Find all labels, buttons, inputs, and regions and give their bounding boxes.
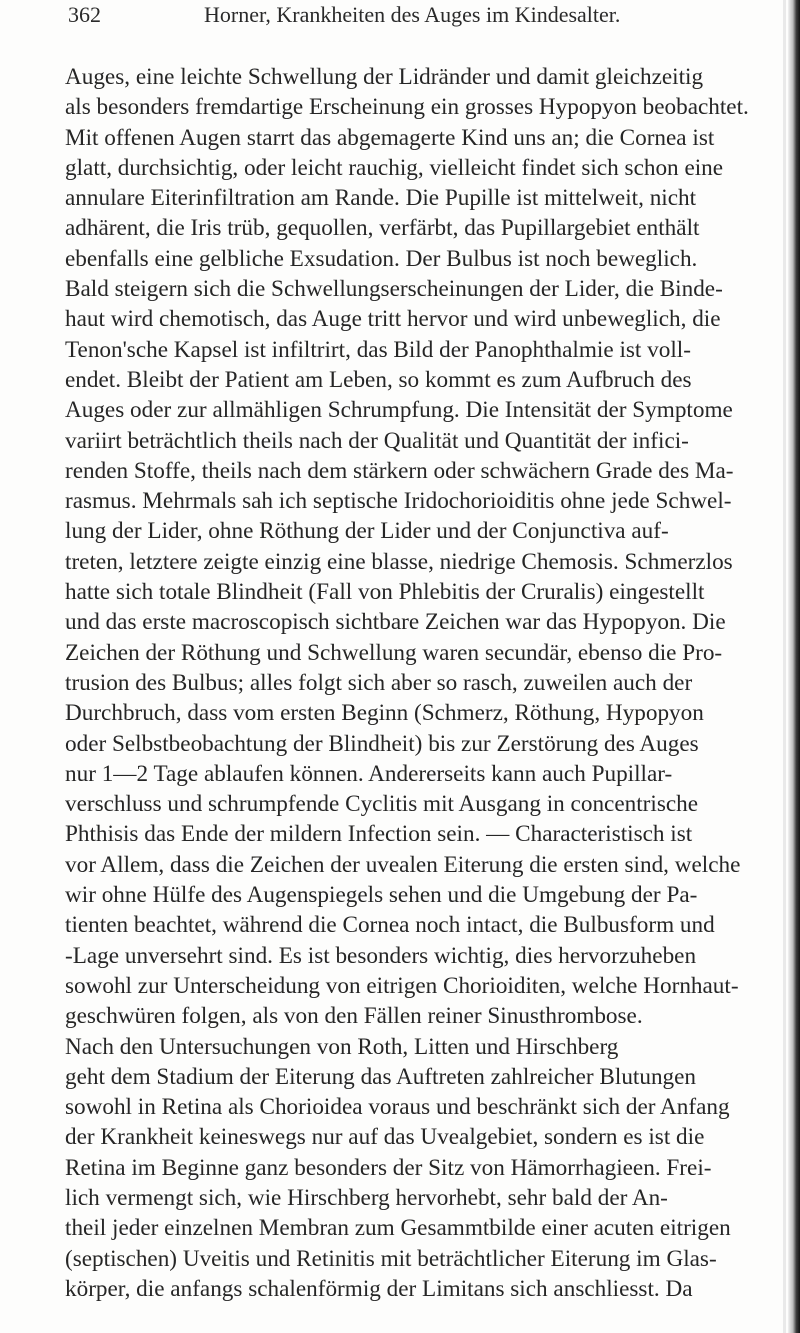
text-line: und das erste macroscopisch sichtbare Zeichen war das Hypopyon. Die [65, 609, 726, 636]
text-line: Auges oder zur allmähligen Schrumpfung. Die Intensität der Symptome [65, 397, 733, 424]
text-line: Zeichen der Röthung und Schwellung waren secundär, ebenso die Pro- [65, 639, 723, 666]
text-line: Mit offenen Augen starrt das abgemagerte Kind uns an; die Cornea ist [65, 124, 715, 151]
text-line: vor Allem, dass die Zeichen der uvealen Eiterung die ersten sind, welche [65, 851, 741, 878]
text-line: körper, die anfangs schalenförmig der Limitans sich anschliesst. Da [65, 1275, 693, 1302]
page-shadow [783, 0, 786, 1333]
text-line: annulare Eiterinfiltration am Rande. Die Pupille ist mittelweit, nicht [65, 185, 697, 212]
text-line: geschwüren folgen, als von den Fällen reiner Sinusthrombose. [65, 1003, 643, 1030]
text-line: lung der Lider, ohne Röthung der Lider und der Conjunctiva auf- [65, 518, 669, 545]
text-line: oder Selbstbeobachtung der Blindheit) bis zur Zerstörung des Auges [65, 730, 699, 757]
text-line: wir ohne Hülfe des Augenspiegels sehen und die Umgebung der Pa- [65, 882, 698, 909]
running-title: Horner, Krankheiten des Auges im Kindesalter. [204, 2, 621, 27]
text-line: lich vermengt sich, wie Hirschberg hervorhebt, sehr bald der An- [65, 1184, 668, 1211]
binding-edge [788, 0, 800, 1333]
text-line: Retina im Beginne ganz besonders der Sitz von Hämorrhagieen. Frei- [65, 1154, 712, 1181]
text-line: Tenon'sche Kapsel ist infiltrirt, das Bild der Panophthalmie ist voll- [65, 336, 691, 363]
text-line: rasmus. Mehrmals sah ich septische Iridochorioiditis ohne jede Schwel- [65, 488, 732, 515]
text-line: geht dem Stadium der Eiterung das Auftreten zahlreicher Blutungen [65, 1063, 697, 1090]
text-line: glatt, durchsichtig, oder leicht rauchig, vielleicht findet sich schon eine [65, 154, 724, 181]
text-line: tienten beachtet, während die Cornea noch intact, die Bulbusform und [65, 912, 715, 939]
text-line: Nach den Untersuchungen von Roth, Litten und Hirschberg [65, 1033, 619, 1060]
text-line: (septischen) Uveitis und Retinitis mit beträchtlicher Eiterung im Glas- [65, 1245, 717, 1272]
text-line: der Krankheit keineswegs nur auf das Uvealgebiet, sondern es ist die [65, 1124, 705, 1151]
text-line: Auges, eine leichte Schwellung der Lidränder und damit gleichzeitig [65, 64, 704, 90]
text-line: sowohl in Retina als Chorioidea voraus und beschränkt sich der Anfang [65, 1094, 730, 1121]
text-line: treten, letztere zeigte einzig eine blasse, niedrige Chemosis. Schmerzlos [65, 548, 733, 575]
text-line: Durchbruch, dass vom ersten Beginn (Schmerz, Röthung, Hypopyon [65, 700, 704, 727]
text-line: verschluss und schrumpfende Cyclitis mit Ausgang in concentrische [65, 791, 699, 818]
text-line: -Lage unversehrt sind. Es ist besonders wichtig, dies hervorzuheben [65, 942, 697, 969]
text-line: nur 1—2 Tage ablaufen können. Andererseits kann auch Pupillar- [65, 760, 673, 787]
text-line: renden Stoffe, theils nach dem stärkern oder schwächern Grade des Ma- [65, 457, 734, 484]
page-number: 362 [68, 2, 101, 27]
text-line: endet. Bleibt der Patient am Leben, so kommt es zum Aufbruch des [65, 366, 692, 393]
text-line: ebenfalls eine gelbliche Exsudation. Der Bulbus ist noch beweglich. [65, 245, 698, 272]
body-text [65, 62, 780, 1304]
text-line: Bald steigern sich die Schwellungserscheinungen der Lider, die Binde- [65, 276, 723, 303]
text-line: theil jeder einzelnen Membran zum Gesammtbilde einer acuten eitrigen [65, 1215, 731, 1242]
text-line: trusion des Bulbus; alles folgt sich aber so rasch, zuweilen auch der [65, 669, 693, 696]
text-line: adhärent, die Iris trüb, gequollen, verfärbt, das Pupillargebiet enthält [65, 215, 700, 242]
text-line: hatte sich totale Blindheit (Fall von Phlebitis der Cruralis) eingestellt [65, 579, 705, 606]
text-line: variirt beträchtlich theils nach der Qualität und Quantität der infici- [65, 427, 689, 454]
text-line: haut wird chemotisch, das Auge tritt hervor und wird unbeweglich, die [65, 306, 721, 333]
text-line: Phthisis das Ende der mildern Infection sein. — Characteristisch ist [65, 821, 693, 848]
text-line: als besonders fremdartige Erscheinung ein grosses Hypopyon beobachtet. [65, 94, 749, 121]
text-line: sowohl zur Unterscheidung von eitrigen Chorioiditen, welche Hornhaut- [65, 972, 739, 999]
